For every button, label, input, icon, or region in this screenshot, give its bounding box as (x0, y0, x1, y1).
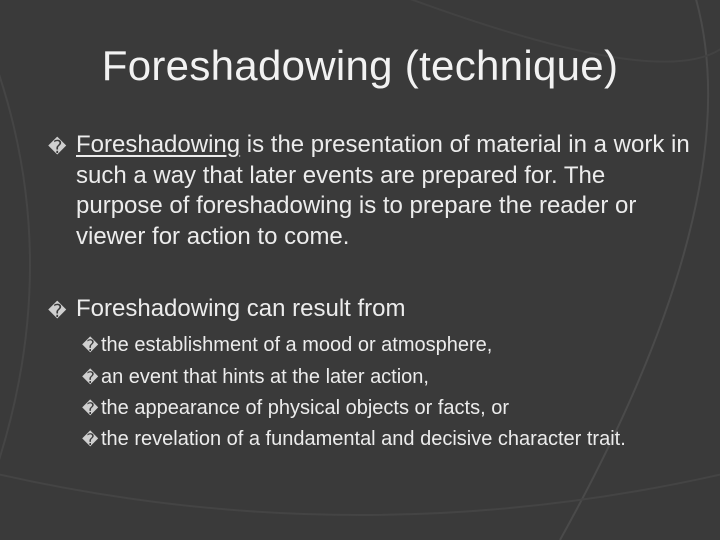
slide-title: Foreshadowing (technique) (101, 42, 619, 89)
bullet-icon: � (48, 301, 67, 322)
definition-text: is the presentation of material in a work in such a way that later events are prepared for. The purpose of foreshadowing is to prepare the reader or viewer for action to come. (76, 131, 690, 250)
list-item-text: an event that hints at the later action, (101, 365, 429, 388)
sub-bullet-icon: � (82, 336, 99, 355)
background-curve-bottom (0, 470, 720, 515)
paragraph-definition (76, 130, 696, 252)
sub-bullet-list (82, 330, 692, 454)
list-item (82, 393, 692, 425)
list-item (82, 425, 701, 454)
term-link[interactable]: Foreshadowing (76, 131, 241, 158)
paragraph-intro: Foreshadowing can result from (76, 295, 406, 322)
list-item-text: the revelation of a fundamental and decisive character trait. (101, 427, 626, 450)
list-item-text: the appearance of physical objects or facts, or (101, 397, 510, 419)
list-item-text: the establishment of a mood or atmosphere, (101, 334, 493, 356)
list-item (82, 362, 692, 394)
sub-bullet-icon: � (82, 367, 99, 387)
sub-bullet-icon: � (82, 399, 99, 418)
bullet-icon: � (48, 137, 67, 158)
sub-bullet-icon: � (82, 429, 99, 449)
list-item (82, 330, 692, 362)
